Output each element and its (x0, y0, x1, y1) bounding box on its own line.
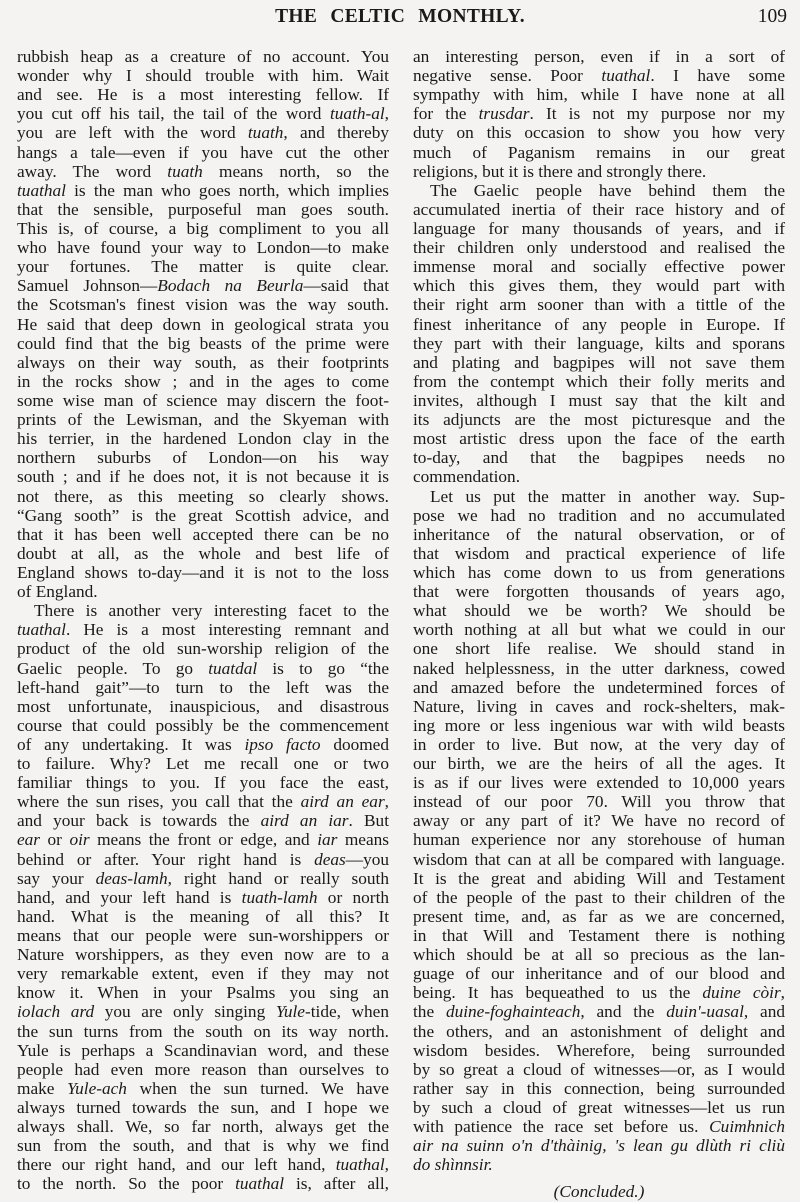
text-line: do shìnnsir. (413, 1155, 493, 1175)
text-line: some wise man of science may discern the foot- (17, 390, 389, 410)
text-line: immense moral and socially effective power (413, 257, 785, 277)
page-number: 109 (757, 6, 787, 27)
text-line: wisdom besides. Wherefore, being surrounded (413, 1040, 785, 1060)
text-line: with patience the race set before us. Cuimhnich (413, 1117, 785, 1137)
text-line: It is the great and abiding Will and Testament (413, 868, 785, 888)
text-line: sun from the south, and that is why we find (17, 1136, 389, 1156)
text-line: Gaelic people. To go tuatdal is to go “the (17, 658, 389, 678)
text-line: northern suburbs of London—on his way (17, 448, 389, 468)
text-line: product of the old sun-worship religion of the (17, 639, 389, 659)
text-line: left-hand gait”—to turn to the left was the (17, 677, 389, 697)
text-line: language for many thousands of years, and if (413, 218, 785, 238)
text-line: to the north. So the poor tuathal is, after all, (17, 1174, 389, 1194)
text-line: hangs a tale—even if you have cut the other (17, 142, 389, 162)
text-line: ear or oir means the front or edge, and iar means (17, 830, 389, 850)
text-line: religions, but it is there and strongly there. (413, 161, 707, 181)
text-line: tuathal. He is a most interesting remnant and (17, 620, 389, 640)
text-line: Nature, living in caves and rock-shelters, mak- (413, 696, 785, 716)
text-line: you cut off his tail, the tail of the word tuath-al, (17, 104, 389, 124)
text-line: and amazed before the undetermined forces of (413, 677, 785, 697)
text-line: most artistic dress upon the face of the earth (413, 429, 785, 449)
text-line: of England. (17, 582, 98, 602)
text-line: always shall. We, so far north, always get the (17, 1117, 389, 1137)
text-line: sympathy with him, while I have none at all (413, 85, 785, 105)
text-line: duty on this occasion to show you how very (413, 123, 785, 143)
text-line: your fortunes. The matter is quite clear. (17, 257, 389, 277)
text-line: commendation. (413, 467, 521, 487)
text-line: most unfortunate, inauspicious, and disastrous (17, 696, 389, 716)
text-line: who have found your way to London—to make (17, 238, 389, 258)
text-line: which this gives them, they would part with (413, 276, 785, 296)
text-line: from the contempt which their folly merits and (413, 371, 785, 391)
text-line: rather say in this connection, being surrounded (413, 1078, 785, 1098)
text-line: and see. He is a most interesting fellow. If (17, 85, 389, 105)
text-line: make Yule-ach when the sun turned. We have (17, 1078, 389, 1098)
journal-title: THE CELTIC MONTHLY. (275, 6, 525, 27)
text-line: an interesting person, even if in a sort of (413, 47, 785, 66)
text-line: Yule is perhaps a Scandinavian word, and these (17, 1040, 389, 1060)
text-line: people had even more reason than ourselves to (17, 1059, 389, 1079)
text-line: guage of our inheritance and of our blood and (413, 964, 785, 984)
text-line: that it has been well accepted there can be no (17, 524, 389, 544)
text-line: familiar things to you. If you face the east, (17, 773, 389, 793)
text-line: south ; and if he does not, it is not because it is (17, 467, 389, 487)
text-line: their right arm sooner than with a tittle of the (413, 295, 785, 315)
text-line: present time, and, as far as we are concerned, (413, 906, 785, 926)
text-line: the duine-foghainteach, and the duin'-uasal, and (413, 1002, 785, 1022)
text-line: behind or after. Your right hand is deas—you (17, 849, 389, 869)
text-line: iolach ard you are only singing Yule-tide, when (17, 1002, 389, 1022)
text-line: invites, although I must say that the kilt and (413, 390, 785, 410)
text-line: that wisdom and practical experience of life (413, 543, 785, 563)
text-line: He said that deep down in geological strata you (17, 314, 389, 334)
text-line: “Gang sooth” is the great Scottish advice, and (17, 505, 389, 525)
text-line: being. It has bequeathed to us the duine còir, (413, 983, 785, 1003)
text-line: our birth, we are the heirs of all the ages. It (413, 754, 785, 774)
text-line: rubbish heap as a creature of no account. You (17, 47, 389, 66)
text-line: prints of the Lewisman, and the Skyeman with (17, 410, 389, 430)
text-line: human experience nor any storehouse of human (413, 830, 785, 850)
text-line: ing more or less ingenious war with wild beasts (413, 715, 785, 735)
text-line: means that our people were sun-worshippers or (17, 926, 389, 946)
text-line: (Concluded.) (553, 1182, 645, 1202)
text-line: to-day, and that the bagpipes needs no (413, 448, 785, 468)
text-line: that were forgotten thousands of years ago, (413, 582, 785, 602)
text-line: Samuel Johnson—Bodach na Beurla—said that (17, 276, 390, 296)
text-line: doubt at all, as the whole and best life of (17, 543, 389, 563)
text-line: in the rocks show ; and in the ages to come (17, 371, 389, 391)
text-line: Nature worshippers, as they even now are to a (17, 945, 389, 965)
text-line: and plating and bagpipes will not save them (413, 352, 785, 372)
text-line: course that could possibly be the commencement (17, 715, 389, 735)
text-line: of the people of the past to their children of the (413, 887, 785, 907)
text-line: to failure. Why? Let me recall one or two (17, 754, 389, 774)
text-line: not there, as this meeting so clearly shows. (17, 486, 389, 506)
text-line: by so great a cloud of witnesses—or, as I would (413, 1059, 785, 1079)
text-line: what should we be worth? We should be (413, 601, 785, 621)
text-line: of any undertaking. It was ipso facto doomed (17, 734, 389, 754)
text-line: that the sensible, purposeful man goes south. (17, 199, 389, 219)
text-line: for the trusdar. It is not my purpose nor my (413, 104, 785, 124)
text-line: much of Paganism remains in our great (413, 142, 785, 162)
text-line: in that Will and Testament there is nothing (413, 926, 785, 946)
text-line: hand, and your left hand is tuath-lamh or north (17, 887, 390, 907)
text-line: There is another very interesting facet to the (34, 601, 389, 621)
text-line: always turned towards the sun, and I hope we (17, 1098, 389, 1118)
text-line: away or any part of it? We have no record of (413, 811, 785, 831)
text-line: by such a cloud of great witnesses—let us run (413, 1098, 785, 1118)
text-line: pose we had no tradition and no accumulated (413, 505, 785, 525)
text-line: finest inheritance of any people in Europe. If (413, 314, 785, 334)
text-line: the others, and an astonishment of delight and (413, 1021, 785, 1041)
text-line: which has come down to us from generations (413, 562, 785, 582)
text-line: Let us put the matter in another way. Sup- (430, 486, 785, 506)
text-line: you are left with the word tuath, and thereby (17, 123, 389, 143)
text-line: very remarkable extent, even if they may not (17, 964, 389, 984)
text-line: worth nothing at all but what we could in our (413, 620, 785, 640)
text-line: instead of our poor 70. Will you throw that (413, 792, 785, 812)
text-line: negative sense. Poor tuathal. I have some (413, 66, 785, 86)
text-line: This is, of course, a big compliment to you all (17, 218, 389, 238)
text-line: their children only understood and realised the (413, 238, 785, 258)
text-line: accumulated inertia of their race history and of (413, 199, 785, 219)
text-line: where the sun rises, you call that the aird an ear, (17, 792, 389, 812)
text-line: is as if our lives were extended to 10,000 years (413, 773, 785, 793)
text-line: air na suinn o'n d'thàinig, 's lean gu dlùth ri cliù (413, 1136, 785, 1156)
text-line: know it. When in your Psalms you sing an (17, 983, 389, 1003)
text-line: The Gaelic people have behind them the (430, 180, 785, 200)
text-line: inheritance of the natural observation, or of (413, 524, 785, 544)
text-line: the Scotsman's finest vision was the way south. (17, 295, 389, 315)
running-header (0, 4, 800, 30)
text-line: naked helplessness, in the utter darkness, cowed (413, 658, 785, 678)
text-line: the sun turns from the south on its way north. (17, 1021, 389, 1041)
text-line: tuathal is the man who goes north, which implies (17, 180, 389, 200)
text-line: one short life realise. We should stand in (413, 639, 785, 659)
text-line: in order to live. But now, at the very day of (413, 734, 785, 754)
text-line: they part with their language, kilts and sporans (413, 333, 785, 353)
text-line: which should be at all so precious as the lan- (413, 945, 785, 965)
text-line: there our right hand, and our left hand, tuathal, (17, 1155, 389, 1175)
text-line: England shows to-day—and it is not to the loss (17, 562, 389, 582)
text-line: say your deas-lamh, right hand or really south (17, 868, 389, 888)
text-line: its adjuncts are the most picturesque and the (413, 410, 785, 430)
text-line: and your back is towards the aird an iar. But (17, 811, 389, 831)
text-line: wisdom that can at all be compared with language. (413, 849, 785, 869)
text-line: always on their way south, as their footprints (17, 352, 389, 372)
text-line: could find that the big beasts of the prime were (17, 333, 389, 353)
text-line: his terrier, in the hardened London clay in the (17, 429, 389, 449)
left-column (17, 47, 389, 1194)
right-column (413, 47, 785, 1202)
text-line: hand. What is the meaning of all this? It (17, 906, 389, 926)
text-line: away. The word tuath means north, so the (17, 161, 389, 181)
text-line: wonder why I should trouble with him. Wait (17, 66, 389, 86)
